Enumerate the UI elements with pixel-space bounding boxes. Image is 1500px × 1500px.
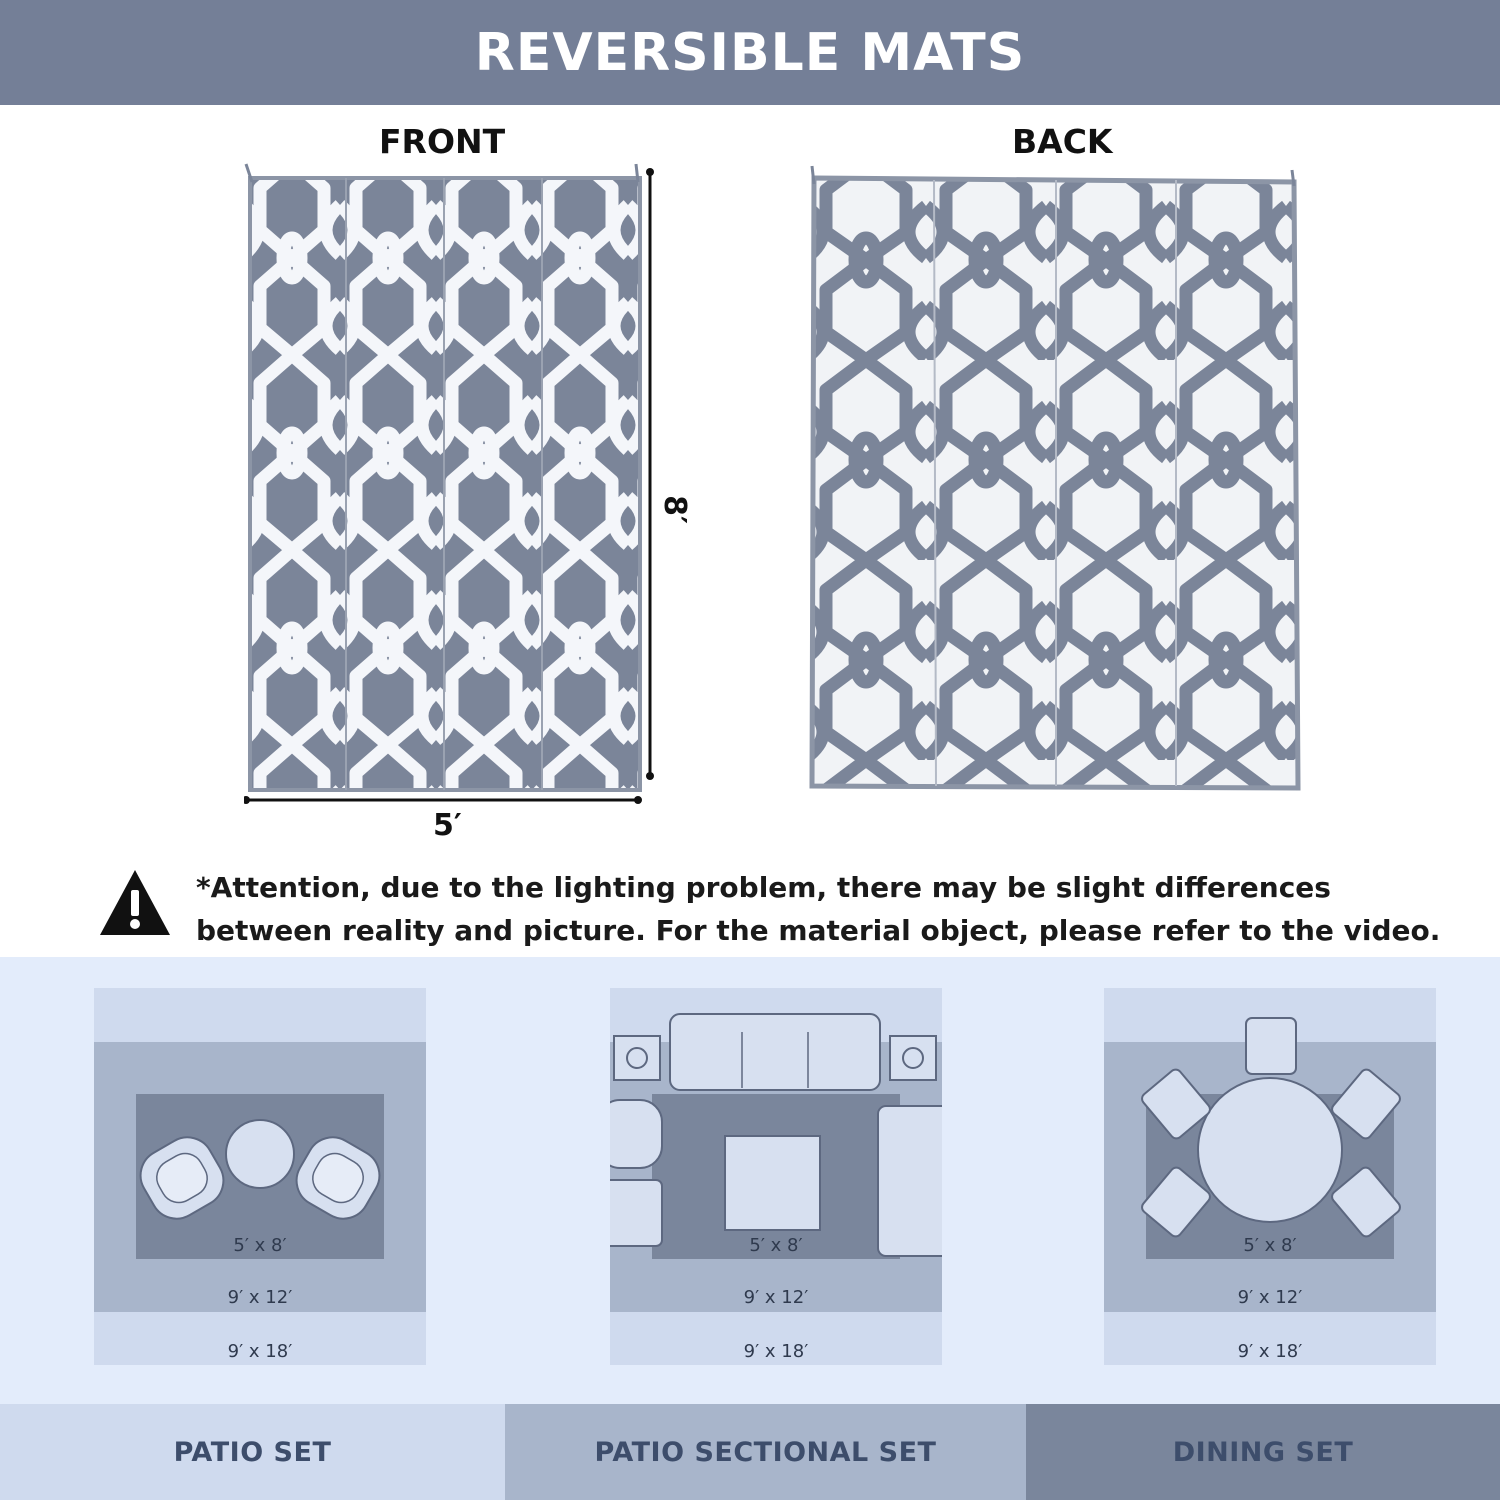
tab-patio-sectional-set — [505, 1404, 1026, 1500]
back-mat — [806, 160, 1306, 800]
size-label-small: 5′ x 8′ — [233, 1235, 287, 1256]
tab-dining-set — [1026, 1404, 1500, 1500]
dining-set-size-guide — [1104, 988, 1436, 1365]
back-label: BACK — [1012, 122, 1113, 161]
notice-line-2: between reality and picture. For the material object, please refer to the video. — [196, 914, 1441, 947]
patio-sectional-set-size-guide — [610, 988, 942, 1365]
width-dimension-label: 5′ — [433, 808, 462, 843]
page-header — [0, 0, 1500, 105]
page-title: REVERSIBLE MATS — [474, 22, 1026, 83]
front-label: FRONT — [379, 122, 506, 161]
front-mat — [244, 160, 664, 810]
size-label-medium: 9′ x 12′ — [1237, 1287, 1303, 1308]
size-label-medium: 9′ x 12′ — [743, 1287, 809, 1308]
size-label-large: 9′ x 18′ — [743, 1341, 809, 1362]
tab-patio-set-label: PATIO SET — [173, 1436, 332, 1468]
size-label-large: 9′ x 18′ — [1237, 1341, 1303, 1362]
size-label-small: 5′ x 8′ — [749, 1235, 803, 1256]
tab-patio-set — [0, 1404, 505, 1500]
height-dimension-label: 8′ — [656, 495, 692, 524]
attention-notice — [196, 866, 1456, 952]
size-label-large: 9′ x 18′ — [227, 1341, 293, 1362]
tab-dining-set-label: DINING SET — [1172, 1436, 1354, 1468]
size-label-medium: 9′ x 12′ — [227, 1287, 293, 1308]
patio-set-size-guide — [94, 988, 426, 1365]
sofa — [670, 1014, 880, 1090]
size-label-small: 5′ x 8′ — [1243, 1235, 1297, 1256]
warning-triangle-icon — [98, 868, 172, 938]
notice-line-1: *Attention, due to the lighting problem, there may be slight differences — [196, 871, 1331, 904]
dining-table — [1198, 1078, 1342, 1222]
tab-patio-sectional-set-label: PATIO SECTIONAL SET — [594, 1436, 937, 1468]
